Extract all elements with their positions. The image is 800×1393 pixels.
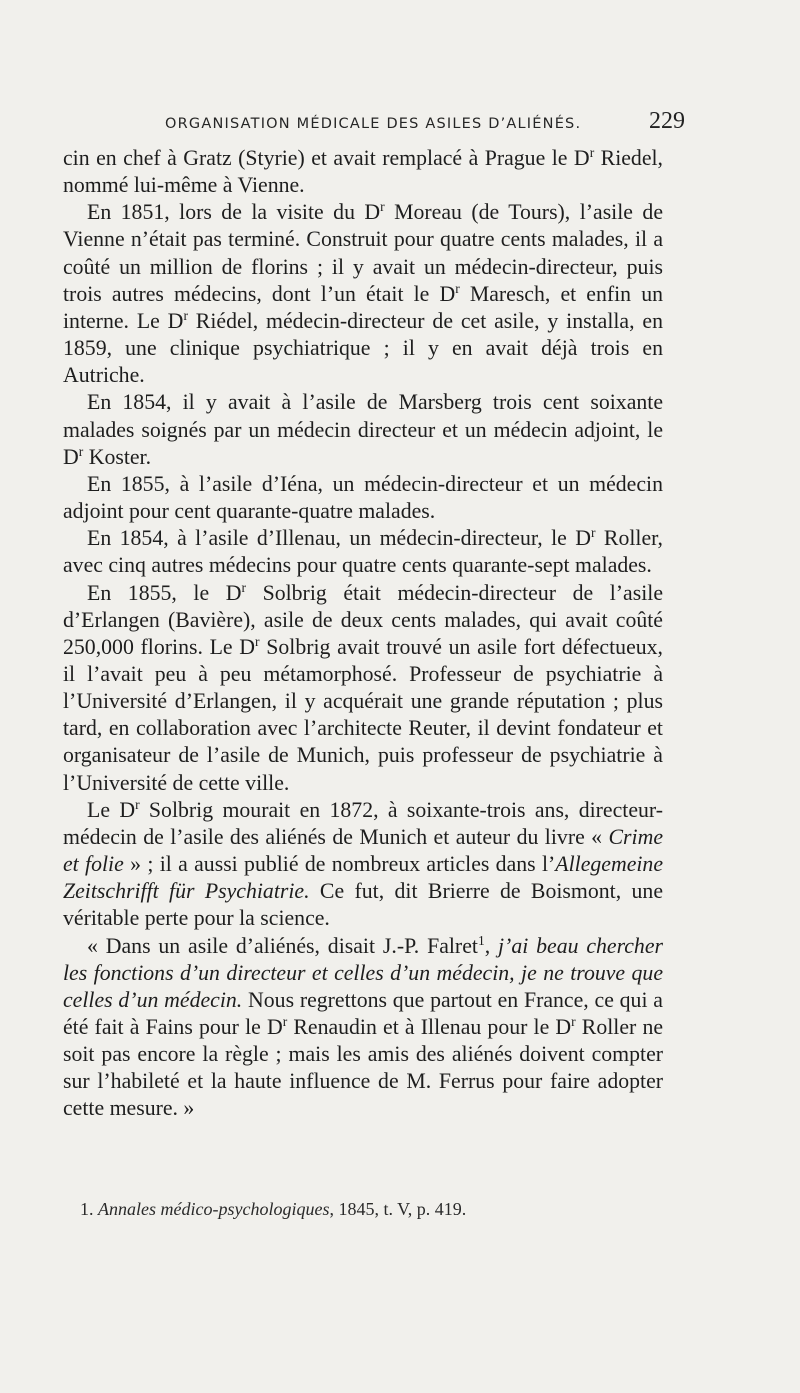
text-run: Moreau (de Tours), l’asile de Vienne n’était pas terminé. Construit pour quatre cents malades, il a coûté un million de florins ; il y avait un médecin-directeur, puis trois autres médecins, dont l’un était le D [63,200,663,306]
text-run: En 1854, à l’asile d’Illenau, un médecin-directeur, le D [87,526,592,551]
paragraph [63,471,663,525]
paragraph [63,797,663,933]
text-run: Roller ne soit pas encore la règle ; mais les amis des aliénés doivent compter sur l’habileté et la haute influence de M. Ferrus pour faire adopter cette mesure. » [63,1015,664,1121]
paragraph [63,580,663,797]
text-run: En 1854, il y avait à l’asile de Marsberg trois cent soixante malades soignés par un médecin directeur et un médecin adjoint, le D [63,390,663,469]
paragraph [63,389,663,470]
superscript: r [571,1013,576,1029]
superscript: r [282,1013,288,1029]
paragraph [63,199,663,389]
italic-quote: j’ai beau chercher les fonctions d’un directeur et celles d’un médecin, je ne trouve que celles d’un médecin. [63,933,663,1012]
paragraph [63,145,663,199]
text-run: Riédel, médecin-directeur de cet asile, y installa, en 1859, une clinique psychiatrique ; il y en avait déjà trois en Autriche. [63,308,663,388]
text-run: Solbrig mourait en 1872, à soixante-trois ans, directeur-médecin de l’asile des aliénés de Munich et auteur du livre « [63,797,663,849]
body-text [63,145,663,1123]
page-number: 229 [649,108,685,134]
text-run: En 1851, lors de la visite du D [87,200,381,225]
text-run: Koster. [83,444,152,469]
superscript: r [591,525,596,541]
superscript: r [78,443,84,459]
footnote [80,1198,640,1220]
page-header [165,108,685,144]
text-run: Solbrig avait trouvé un asile fort défectueux, il l’avait peu à peu métamorphosé. Professeur de psychiatrie à l’Université d’Erlangen, il y acquérait une grande réputation ; plus tard, en collaboration avec l’architecte Reuter, il devint fondateur et organisateur de l’asile de Munich, puis professeur de psychiatrie à l’Université de cette ville. [63,634,663,795]
superscript: r [455,280,460,296]
footnote-title: Annales médico-psychologiques [98,1199,330,1219]
footnote-reference: 1 [477,932,485,948]
text-run: « Dans un asile d’aliénés, disait J.-P. Falret [87,933,478,958]
text-run: Maresch, et enfin un interne. Le D [63,281,663,333]
superscript: r [241,579,246,595]
text-run: Riedel, nommé lui-même à Vienne. [63,146,664,198]
footnote-marker: 1. [80,1199,94,1219]
superscript: r [589,144,595,160]
text-run: Roller, avec cinq autres médecins pour quatre cents quarante-sept malades. [63,526,663,578]
text-run: En 1855, le D [87,580,242,605]
superscript: r [183,307,188,323]
text-run: En 1855, à l’asile d’Iéna, un médecin-directeur et un médecin adjoint pour cent quarante-quatre malades. [63,471,663,524]
text-run: Le D [87,797,136,822]
text-run: Solbrig était médecin-directeur de l’asile d’Erlangen (Bavière), asile de deux cents malades, qui avait coûté 250,000 florins. Le D [63,580,664,659]
text-run: Ce fut, dit Brierre de Boismont, une véritable perte pour la science. [63,879,663,931]
text-run: cin en chef à Gratz (Styrie) et avait remplacé à Prague le D [63,146,590,170]
text-run: Renaudin et à Illenau pour le D [287,1015,572,1039]
italic-title: Crime et folie [63,824,663,877]
text-run: , [484,933,498,958]
text-run: Nous regrettons que partout en France, ce qui a été fait à Fains pour le D [63,987,663,1039]
superscript: r [255,633,260,649]
paragraph [63,933,663,1123]
superscript: r [380,199,385,215]
paragraph [63,525,663,579]
superscript: r [135,796,140,812]
running-title: ORGANISATION MÉDICALE DES ASILES D’ALIÉNÉS. [165,116,582,132]
italic-title: Allegemeine Zeitschrifft für Psychiatrie. [63,852,663,904]
footnote-citation: , 1845, t. V, p. 419. [329,1199,467,1219]
text-run: » ; il a aussi publié de nombreux articles dans l’ [123,852,556,877]
